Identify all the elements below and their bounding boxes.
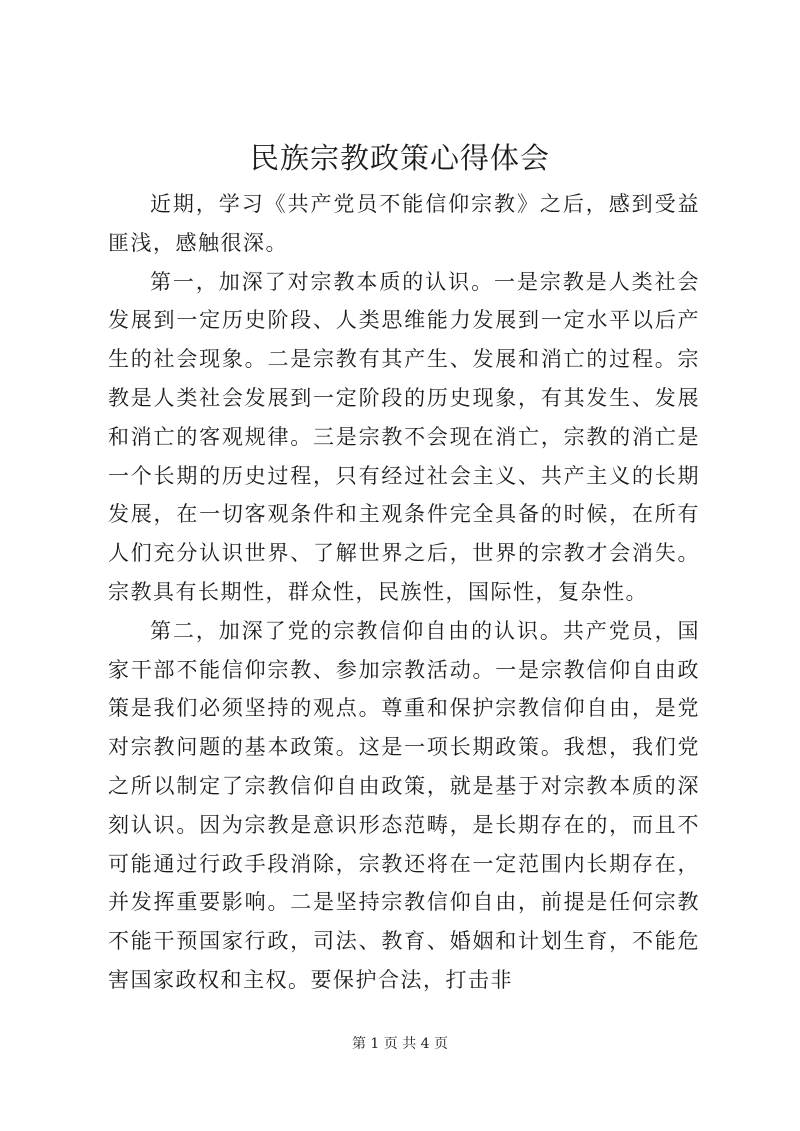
paragraph-intro: 近期，学习《共产党员不能信仰宗教》之后，感到受益匪浅，感触很深。 — [108, 192, 700, 255]
document-body — [108, 185, 700, 1000]
paragraph-first-point: 第一，加深了对宗教本质的认识。一是宗教是人类社会发展到一定历史阶段、人类思维能力发展到一定水平以后产生的社会现象。二是宗教有其产生、发展和消亡的过程。宗教是人类社会发展到一定阶段的历史现象，有其发生、发展和消亡的客观规律。三是宗教不会现在消亡，宗教的消亡是一个长期的历史过程，只有经过社会主义、共产主义的长期发展，在一切客观条件和主观条件完全具备的时候，在所有人们充分认识世界、了解世界之后，世界的宗教才会消失。宗教具有长期性，群众性，民族性，国际性，复杂性。 — [108, 269, 700, 604]
paragraph-second-point: 第二，加深了党的宗教信仰自由的认识。共产党员，国家干部不能信仰宗教、参加宗教活动。一是宗教信仰自由政策是我们必须坚持的观点。尊重和保护宗教信仰自由，是党对宗教问题的基本政策。这是一项长期政策。我想，我们党之所以制定了宗教信仰自由政策，就是基于对宗教本质的深刻认识。因为宗教是意识形态范畴，是长期存在的，而且不可能通过行政手段消除，宗教还将在一定范围内长期存在，并发挥重要影响。二是坚持宗教信仰自由，前提是任何宗教不能干预国家行政，司法、教育、婚姻和计划生育，不能危害国家政权和主权。要保护合法，打击非 — [108, 618, 700, 992]
document-title: 民族宗教政策心得体会 — [249, 141, 550, 175]
page-footer: 第 1 页 共 4 页 — [351, 1036, 449, 1052]
